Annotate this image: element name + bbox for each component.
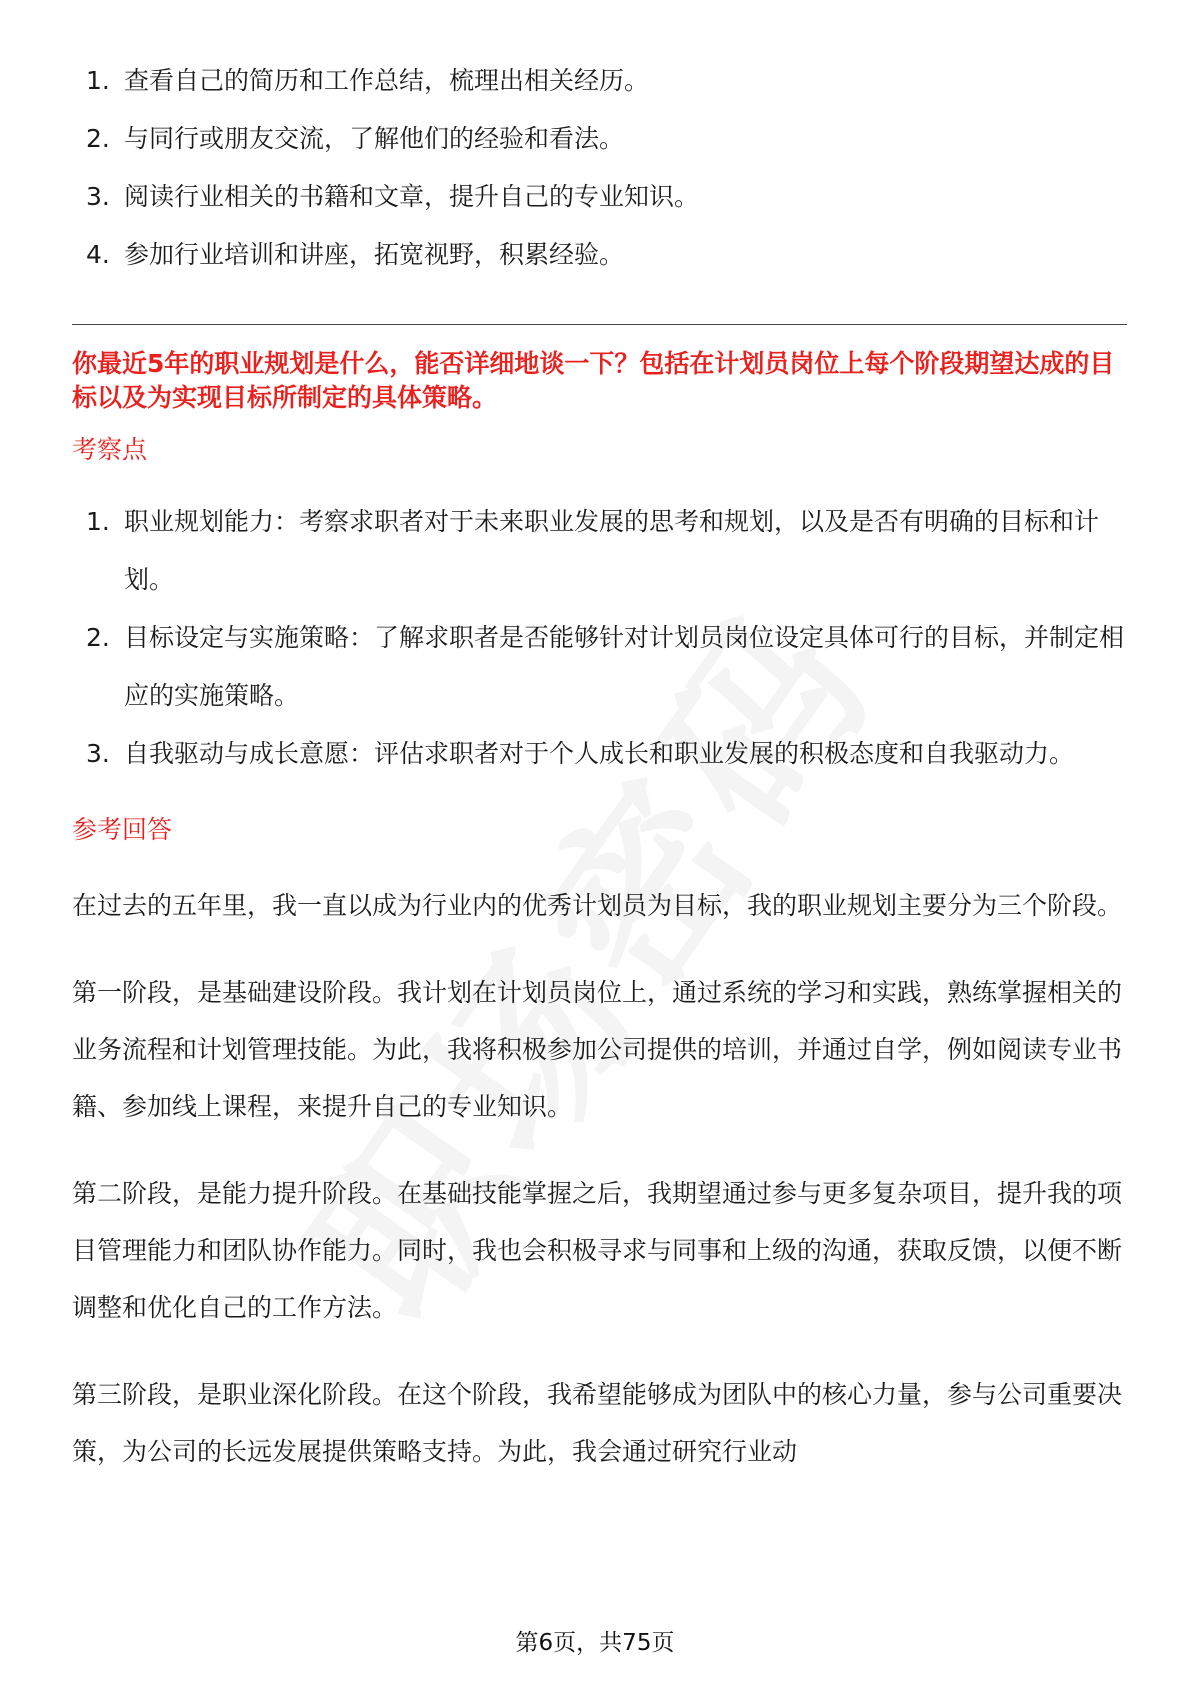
interview-question: 你最近5年的职业规划是什么，能否详细地谈一下？包括在计划员岗位上每个阶段期望达成的目标以及为实现目标所制定的具体策略。 <box>72 349 1115 412</box>
answer-paragraph: 第三阶段，是职业深化阶段。在这个阶段，我希望能够成为团队中的核心力量，参与公司重要决策，为公司的长远发展提供策略支持。为此，我会通过研究行业动 <box>72 1380 1123 1466</box>
list-number: 4. <box>86 240 110 269</box>
list-item <box>72 609 1127 725</box>
intro-step-list <box>72 52 1127 284</box>
list-number: 2. <box>86 623 110 652</box>
kaochadian-heading: 考察点 <box>72 435 148 464</box>
list-item <box>72 110 1127 168</box>
answer-paragraph: 第一阶段，是基础建设阶段。我计划在计划员岗位上，通过系统的学习和实践，熟练掌握相关的业务流程和计划管理技能。为此，我将积极参加公司提供的培训，并通过自学，例如阅读专业书籍、参加线上课程，来提升自己的专业知识。 <box>72 978 1123 1121</box>
document-page <box>72 52 1127 1510</box>
list-number: 3. <box>86 739 110 768</box>
list-item-text: 职业规划能力：考察求职者对于未来职业发展的思考和规划，以及是否有明确的目标和计划。 <box>124 507 1100 594</box>
list-item <box>72 168 1127 226</box>
list-item-text: 目标设定与实施策略：了解求职者是否能够针对计划员岗位设定具体可行的目标，并制定相应的实施策略。 <box>124 623 1125 710</box>
list-item-text: 参加行业培训和讲座，拓宽视野，积累经验。 <box>124 240 625 269</box>
list-item <box>72 226 1127 284</box>
answer-paragraph: 在过去的五年里，我一直以成为行业内的优秀计划员为目标，我的职业规划主要分为三个阶段。 <box>72 891 1123 920</box>
answer-paragraph: 第二阶段，是能力提升阶段。在基础技能掌握之后，我期望通过参与更多复杂项目，提升我的项目管理能力和团队协作能力。同时，我也会积极寻求与同事和上级的沟通，获取反馈，以便不断调整和优化自己的工作方法。 <box>72 1179 1123 1322</box>
list-item-text: 自我驱动与成长意愿：评估求职者对于个人成长和职业发展的积极态度和自我驱动力。 <box>124 739 1075 768</box>
kaochadian-list <box>72 493 1127 783</box>
list-number: 3. <box>86 182 110 211</box>
list-number: 1. <box>86 66 110 95</box>
list-item-text: 查看自己的简历和工作总结，梳理出相关经历。 <box>124 66 650 95</box>
page-number: 第6页，共75页 <box>515 1630 675 1656</box>
list-item <box>72 493 1127 609</box>
list-number: 2. <box>86 124 110 153</box>
section-divider <box>72 324 1127 325</box>
list-item <box>72 52 1127 110</box>
list-item-text: 与同行或朋友交流，了解他们的经验和看法。 <box>124 124 625 153</box>
list-item <box>72 725 1127 783</box>
list-item-text: 阅读行业相关的书籍和文章，提升自己的专业知识。 <box>124 182 700 211</box>
list-number: 1. <box>86 507 110 536</box>
answer-heading: 参考回答 <box>72 815 173 844</box>
